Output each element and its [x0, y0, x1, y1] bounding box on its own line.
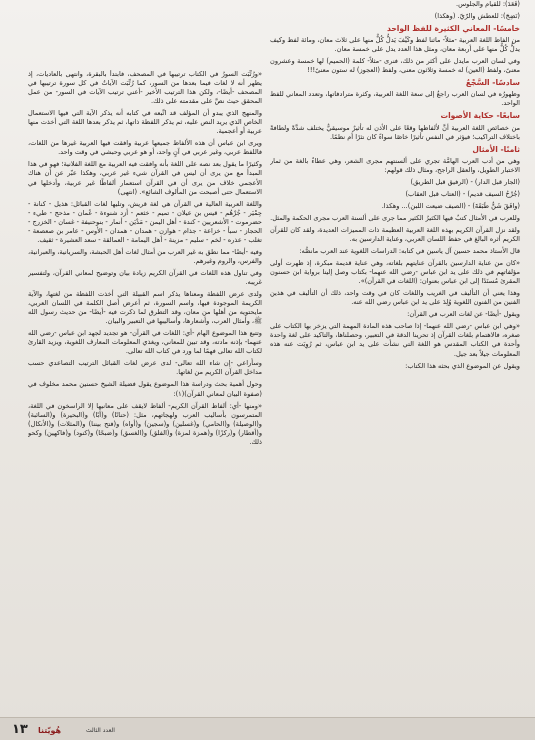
paragraph: والمنهج الذي يبدو أن المؤلف قد اتَّبعه في كتابه أنه يذكر الآية التي فيها الاستعمال الخاص الذي يريد النص عليه، ثم يذكر اللفظة ذاتها، ثم يذكر بعدها اللغة التي أخذت منها عربية أو أعجمية. — [28, 109, 262, 136]
section-heading: سابعًا- حكاية الأصوات — [440, 111, 520, 121]
paragraph: ولدى عرض اللفظة ومعناها يذكر اسم القبيلة التي أخذت اللفظة من لغتها، والآية الكريمة الموجودة فيها، واسم السورة، ثم أعرض أصل الكلمة في اللسان العربي، مايحتويه من أهلها من معان، وقد التطرق لما ذكرت فيه -أيضًا- من حديث رسول الله ﷺ، وأمثال العرب، وأشعارها، وأساليبها في التعبير والبيان. — [28, 290, 262, 326]
paragraph: (جُرْحُ السيف قديم) - (العتاب قبل العقاب) — [405, 189, 520, 198]
paragraph-gap — [28, 447, 262, 450]
paragraph: وهي من أدب العرب الهامَّة تجري على ألسنتهم مجرى الشعر، وهي عطاءٌ بالغة من ثمار الاختبار الطويل، والعقل الراجح، ومثال ذلك قولهم: — [270, 156, 520, 174]
paragraph: «ومنها -أي: ألفاظ القرآن الكريم- ألفاظ لايقف على معانيها إلا الراسخون في اللغة، المتمرسون بأساليب العرب ولهجاتهم، مثل: (حنانًا) و(أبًا) و(البحيرة) و(السائبة) و(الوصيلة) و(الحامي) و(غسلين) و(سجين) و(أواه) و(فتح بيننا) و(المثلات) و(الأنكال) و(أقطار) و(ركزًا) و(همزة لمزة) و(الفلق) و(الغسق) و(ضبحًا) و(كنود) و(فاكهين) وكحو ذلك. — [28, 401, 262, 446]
paragraph: وفي لسان العرب مايدل على أكثر من ذلك، فنرى -مثلاً- كلمة (الحميم) لها خمسة وعشرون معنىً، ولفظ (العين) له خمسة وثلاثون معنى، ولفظ (العجوز) له ستون معنىً!!! — [270, 57, 520, 75]
paragraph: واللغة العربية العالية في القرآن هي لغة قريش، وتليها لغات القبائل: هذيل - كنانة - حِمْيَر - جُرْهُم - قيس بن عيلان - تميم - خثعم - أزد شنوءة - عُمان - مذحج - طيء - حضرموت - الأشعريين - كندة - أهل اليمن - مَدْيَن - أنمار - بنوحنيفة - غسان - الخزرج - الحجاز - سبأ - خزاعة - جذام - هوازن - همدان - همدان - الأوس - عامر بن صعصعة - تغلب - عذره - لخم - سليم - مزينة - أهل اليمامة - العمالقة - سعد العشيرة - ثقيف. — [28, 199, 262, 244]
paragraph: من خصائص اللغة العربية أنَّ لألفاظها وقعًا على الأذن له تأثيرٌ موسيقيٌّ يختلف شدَّةً ولطافةً باختلاف التراكيب؛ فيؤثر في النفس تأثيرًا خاصًا سواءً كان نثرًا أم نظمًا. — [270, 123, 520, 141]
paragraph: (الجار قبل الدار) - (الرفيق قبل الطريق) — [410, 177, 520, 186]
paragraph: وكثيرًا ما يقول بعد نصه على اللغة بأنه وافقت فيه العربية مع اللغة الفلانية؛ فهو في هذا المبدأ مع من يرى أن ليس في القرآن شيء غير عربي، وهكذا عبّر عن أن هناك الأعجمي خلاف من يرى أن في القرآن استعمار ألفاظًا غير عربية، وأدخلها في الاستعمال حتى أصبحت من المألوف الشائع». (انتهى) — [28, 160, 262, 196]
paragraph: (وافَقَ شَنٌّ طَبَقَةَ) - (الصيف ضيعت اللبن)... وهكذا. — [381, 201, 520, 210]
paragraph: (قَعَدَ): للقيام والجلوس. — [456, 0, 520, 8]
issue-label: العدد الثالث — [86, 727, 115, 734]
paragraph: وتتبع هذا الموضوع الهام -أي: اللغات في القرآن- هو تجديد لجهد ابن عباس -رضي الله عنهما- بإذنه مادته، وقد تبين للمعاني، ويغذي المعلومات المعارف اللغوية، ويزيد القارئ لكتاب الله تعالى فهمًا لما ورد في كتاب الله تعالى. — [28, 329, 262, 356]
paragraph: وسأراعي -إن شاء الله تعالى- لدى عرض لغات القبائل الترتيب التصاعدي حسب مداخل القرآن الكريم من لغاتها. — [28, 359, 262, 377]
page-footer — [0, 717, 535, 740]
paragraph: قال الأستاذ محمد حسين آل ياسين في كتابه: الدراسات اللغوية عند العرب مانصُّه: — [299, 247, 520, 256]
paragraph: ولقد نزل القرآن الكريم بهذه اللغة العربية العظيمة ذات المميزات العديدة، ولقد كان للقرآن الكريم أثره البالغ في حفظ اللسان العربي، وعناية الدارسين به. — [270, 225, 520, 243]
paragraph: «كان من عناية الدارسين بالقرآن عنايتهم بلغاته، وهي عناية قديمة مبكرة، إذ ظهرت أولى مؤلفاتهم في ذلك على يد ابن عباس -رضي الله عنهما- بكتاب وصل إلينا برواية ابن حسنون المقرئ مُسنَدًا إلى ابن عباس بعنوان: (اللغات في القرآن)». — [270, 259, 520, 286]
page-number: ١٣ — [12, 722, 28, 737]
paragraph: وحول أهمية بحث ودراسة هذا الموضوع يقول فضيلة الشيخ حسنين محمد مخلوف في (صفوة البيان لمعاني القرآن)(١): — [28, 380, 262, 398]
paragraph: وفيه -أيضًا- مما نطق به غير العرب من أمثال لغات أهل الحبشة، والسريانية، والعبرانية، والفرس، والروم وغيرهم. — [28, 247, 262, 265]
paragraph: من الفاظ اللغة العربية -مثلاً- ماثنا لفظ وكَيْفَ يَدلُّ كُلٌّ منها على ثلاث معان، ومائة لفظ وكيف يدلُّ كُلٌّ منها على أربعة معان، ومثل هذا العدد يدل على خمسة معان. — [270, 36, 520, 54]
paragraph: «ورُتِّبَت السورُ في الكتاب ترتيبها في المصحف، فابتدأ بالبقرة، وانتهى بالعاديات، إذ يظهر أنه لا لغات فيما بعدها من السور، كما رُتِّبَت الآياتُ في كل سورة ترتيبها في المصحف -أيضًا-، ولكن هذا الترتيب الأخير -أعني ترتيب الآيات في السور- من عمل المحقق حيث نصَّ على مقدمته على ذلك. — [28, 70, 262, 106]
paragraph: وفي تناول هذه اللغات في القرآن الكريم زيادة بيان وتوضيح لمعاني القرآن، ولتفسير غريبه. — [28, 268, 262, 286]
paragraph: ويقول عن الموضوع الذي بحثه هذا الكتاب: — [405, 361, 520, 370]
section-heading: خامسًا- المعاني الكثيرة للفظ الواحد — [386, 24, 520, 34]
article-column-left — [28, 70, 262, 450]
paragraph: وللعرب في الأمثال كتبٌ فيها الكثيرُ الكثير مما جرى على ألسنة العرب مجرى الحكمة والمثل. — [270, 213, 520, 222]
paragraph: «وهي ابن عباس -رضي الله عنهما- إذا صاحب هذه المادة المهمة التي يزخر بها الكتاب على صغره، فالاهتمام بلغات القرآن إذ تحرينا الدقة في التعبير، وحصلناها، والتاكيد على لغة واحدة وأحدة في الكتاب المقدس هو اللغة التي نشأت على يد ابن عباس، ثم رُوِيَت عنه هذه المعلومات جيلاً بعد جيل. — [270, 322, 520, 358]
paragraph-gap — [270, 371, 520, 374]
paragraph: (نَضِجَ): للعطش والرّيّ. (وهكذا) — [434, 12, 520, 21]
paragraph: وهذا يعني أن التأليف في الغريب واللغات كان في وقت واحد، ذلك أن التأليف في هذين الفنين من الفنون اللغوية وُلِدَ على يد ابن عباس رضي الله عنه. — [270, 289, 520, 307]
section-heading: سادسًا- السَّجْعُ — [465, 78, 520, 88]
paragraph: ويقول -أيضًا- عن لغات العرب في القرآن: — [407, 310, 520, 319]
magazine-brand: هُويّتنا — [38, 726, 62, 735]
paragraph: وظهورُه في لسان العرب راجعٌ إلى سعة اللغة العربية، وكثرة مترادفاتها، وتعدد المعاني للفظ الواحد. — [270, 90, 520, 108]
section-heading: ثامنًا- الأمثال — [472, 144, 520, 154]
article-column-right — [270, 0, 520, 374]
paragraph: ويرى ابن عباس أن هذه الألفاظ جميعها عربية وافقت فيها العربية غيرها من اللغات، فاللفظ عربي، وغير عربي في آنٍ واحد، أو هو عربي وحبشي في وقت واحد. — [28, 139, 262, 157]
